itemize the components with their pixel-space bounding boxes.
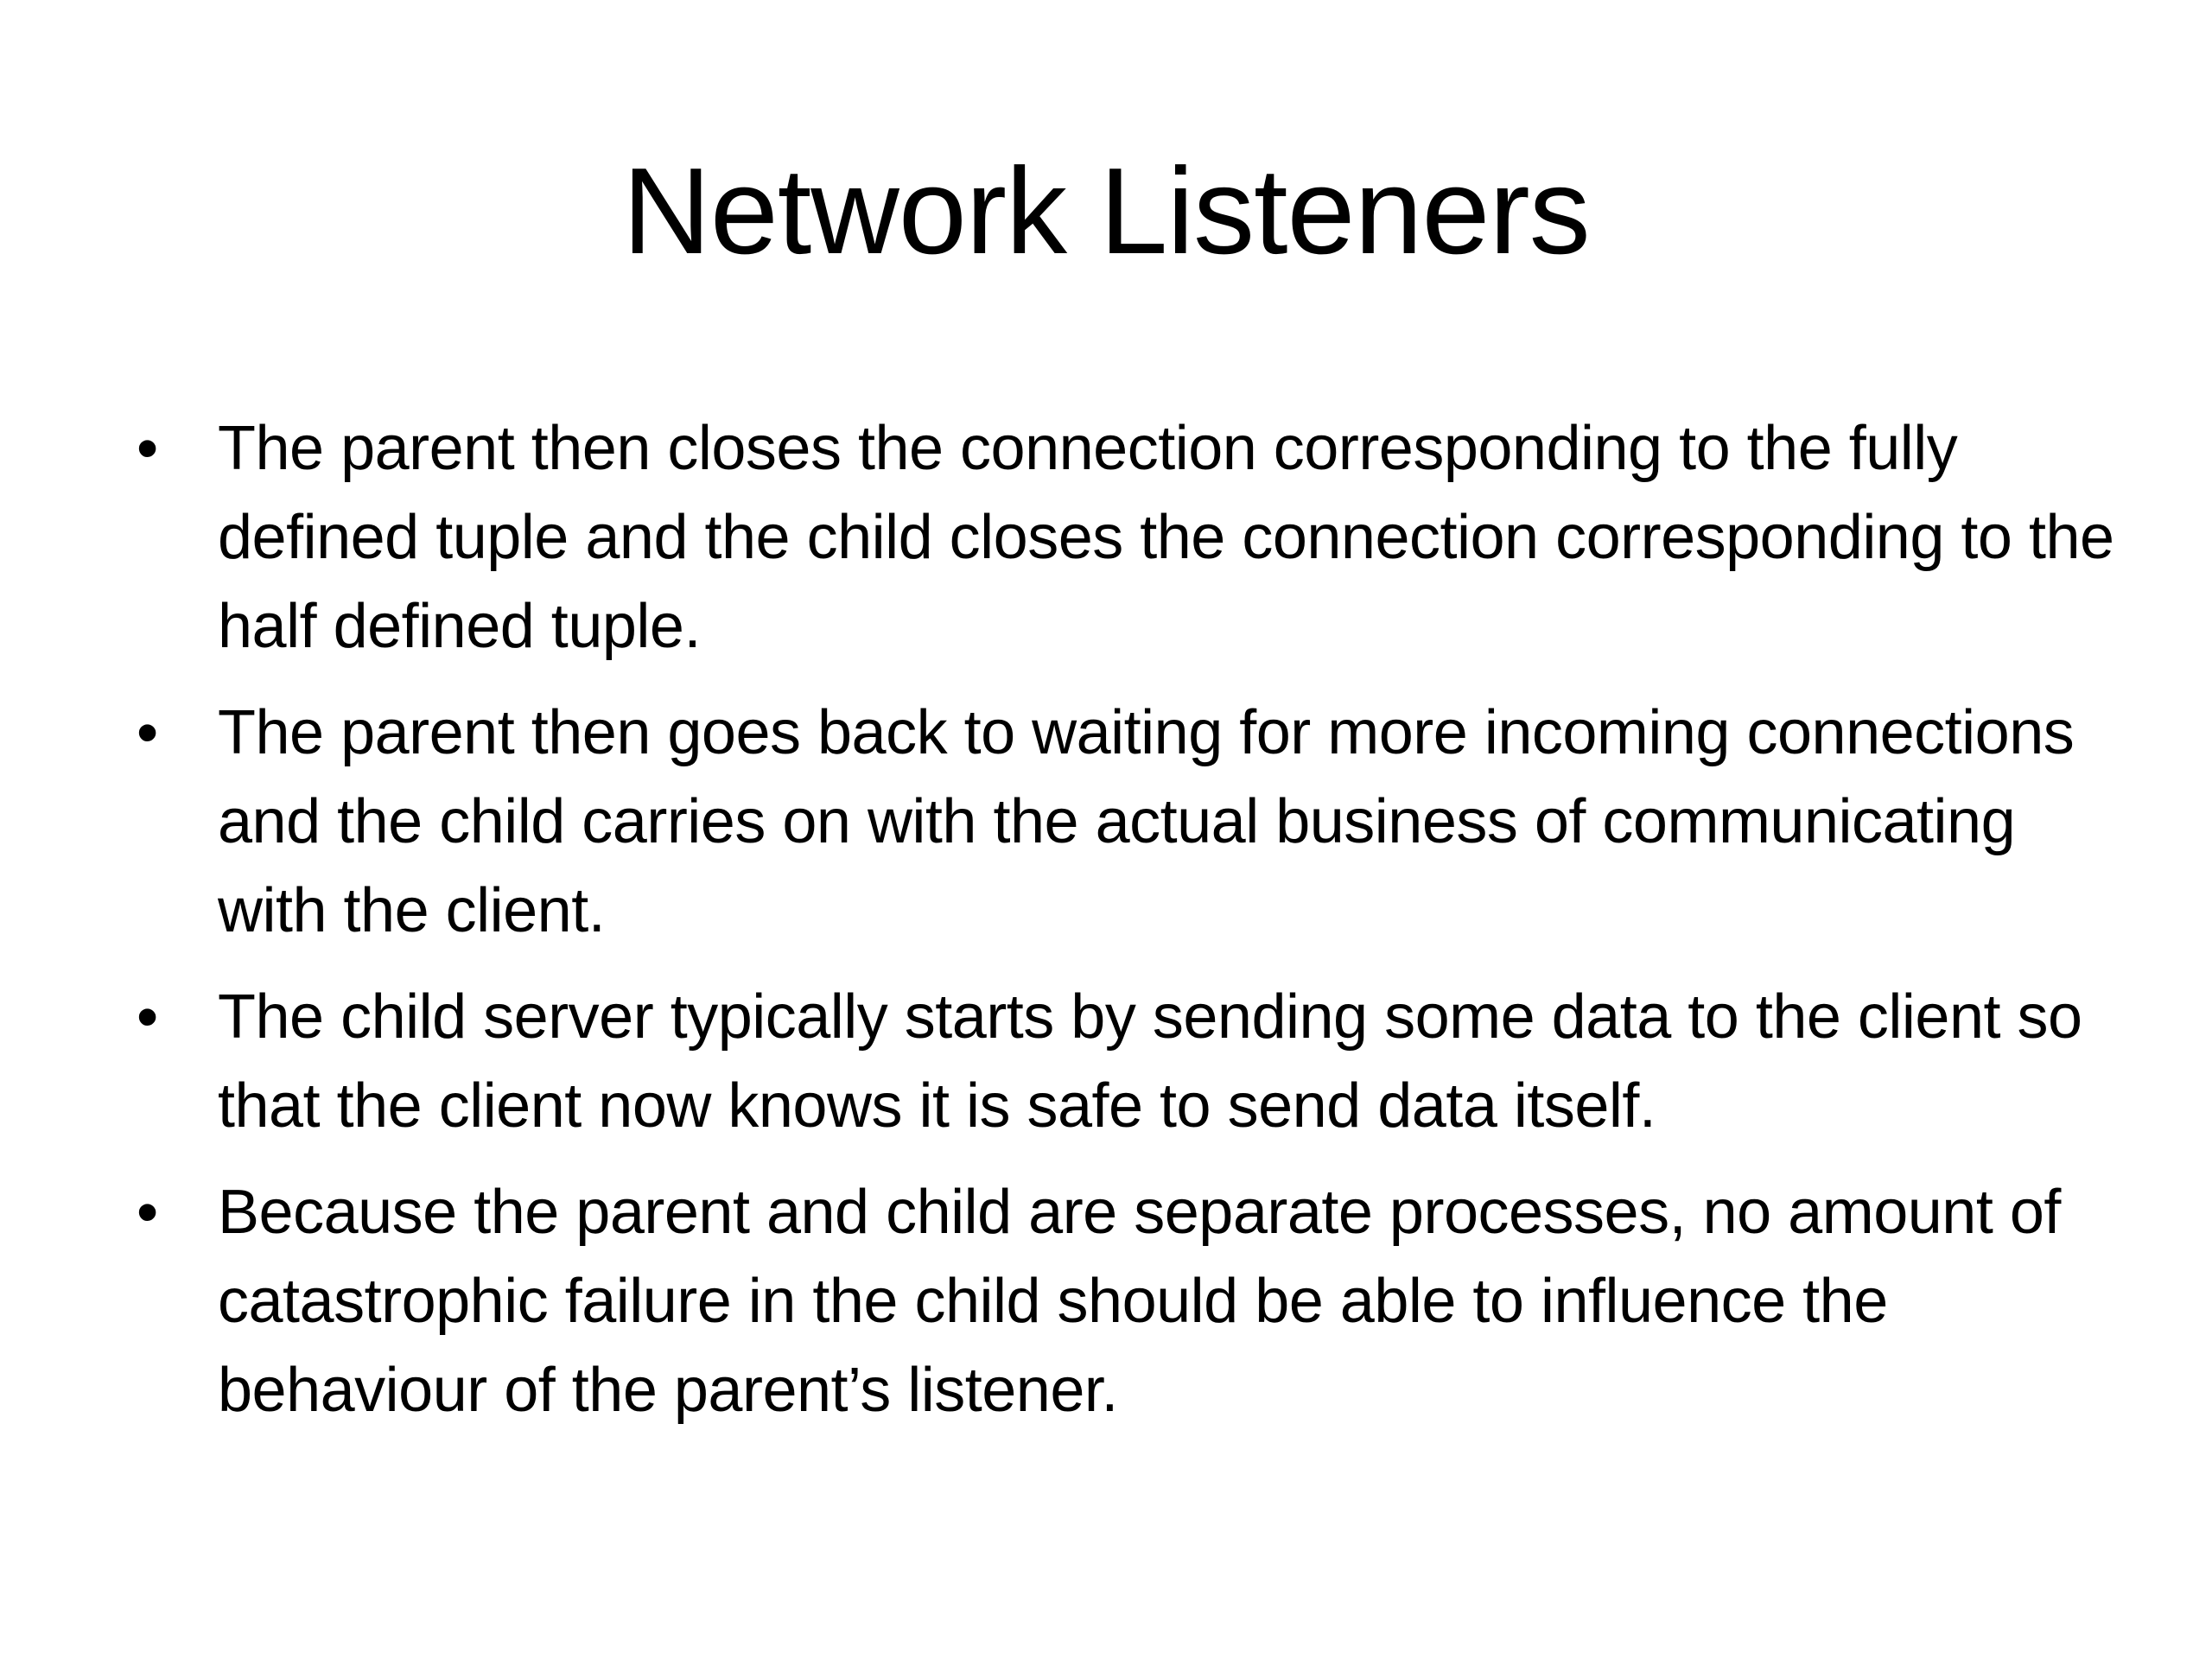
slide-title: Network Listeners [622, 143, 1590, 280]
bullet-text: The child server typically starts by sending some data to the client so that the client now knows it is safe to send data itself. [218, 982, 2082, 1141]
bullet-text: Because the parent and child are separate processes, no amount of catastrophic failure in the child should be able to influence the behaviour of the parent’s listener. [218, 1178, 2061, 1425]
bullet-item [130, 1168, 2117, 1435]
bullet-text: The parent then goes back to waiting for more incoming connections and the child carries on with the actual business of communicating with the client. [218, 698, 2075, 945]
bullet-item [130, 973, 2117, 1151]
bullet-list [130, 404, 2117, 1452]
bullet-dot-icon: • [137, 414, 158, 483]
bullet-dot-icon: • [137, 698, 158, 767]
bullet-dot-icon: • [137, 1178, 158, 1247]
bullet-dot-icon: • [137, 982, 158, 1052]
bullet-item [130, 689, 2117, 956]
bullet-item [130, 404, 2117, 671]
bullet-text: The parent then closes the connection corresponding to the fully defined tuple and the child closes the connection corresponding to the half defined tuple. [218, 414, 2114, 661]
